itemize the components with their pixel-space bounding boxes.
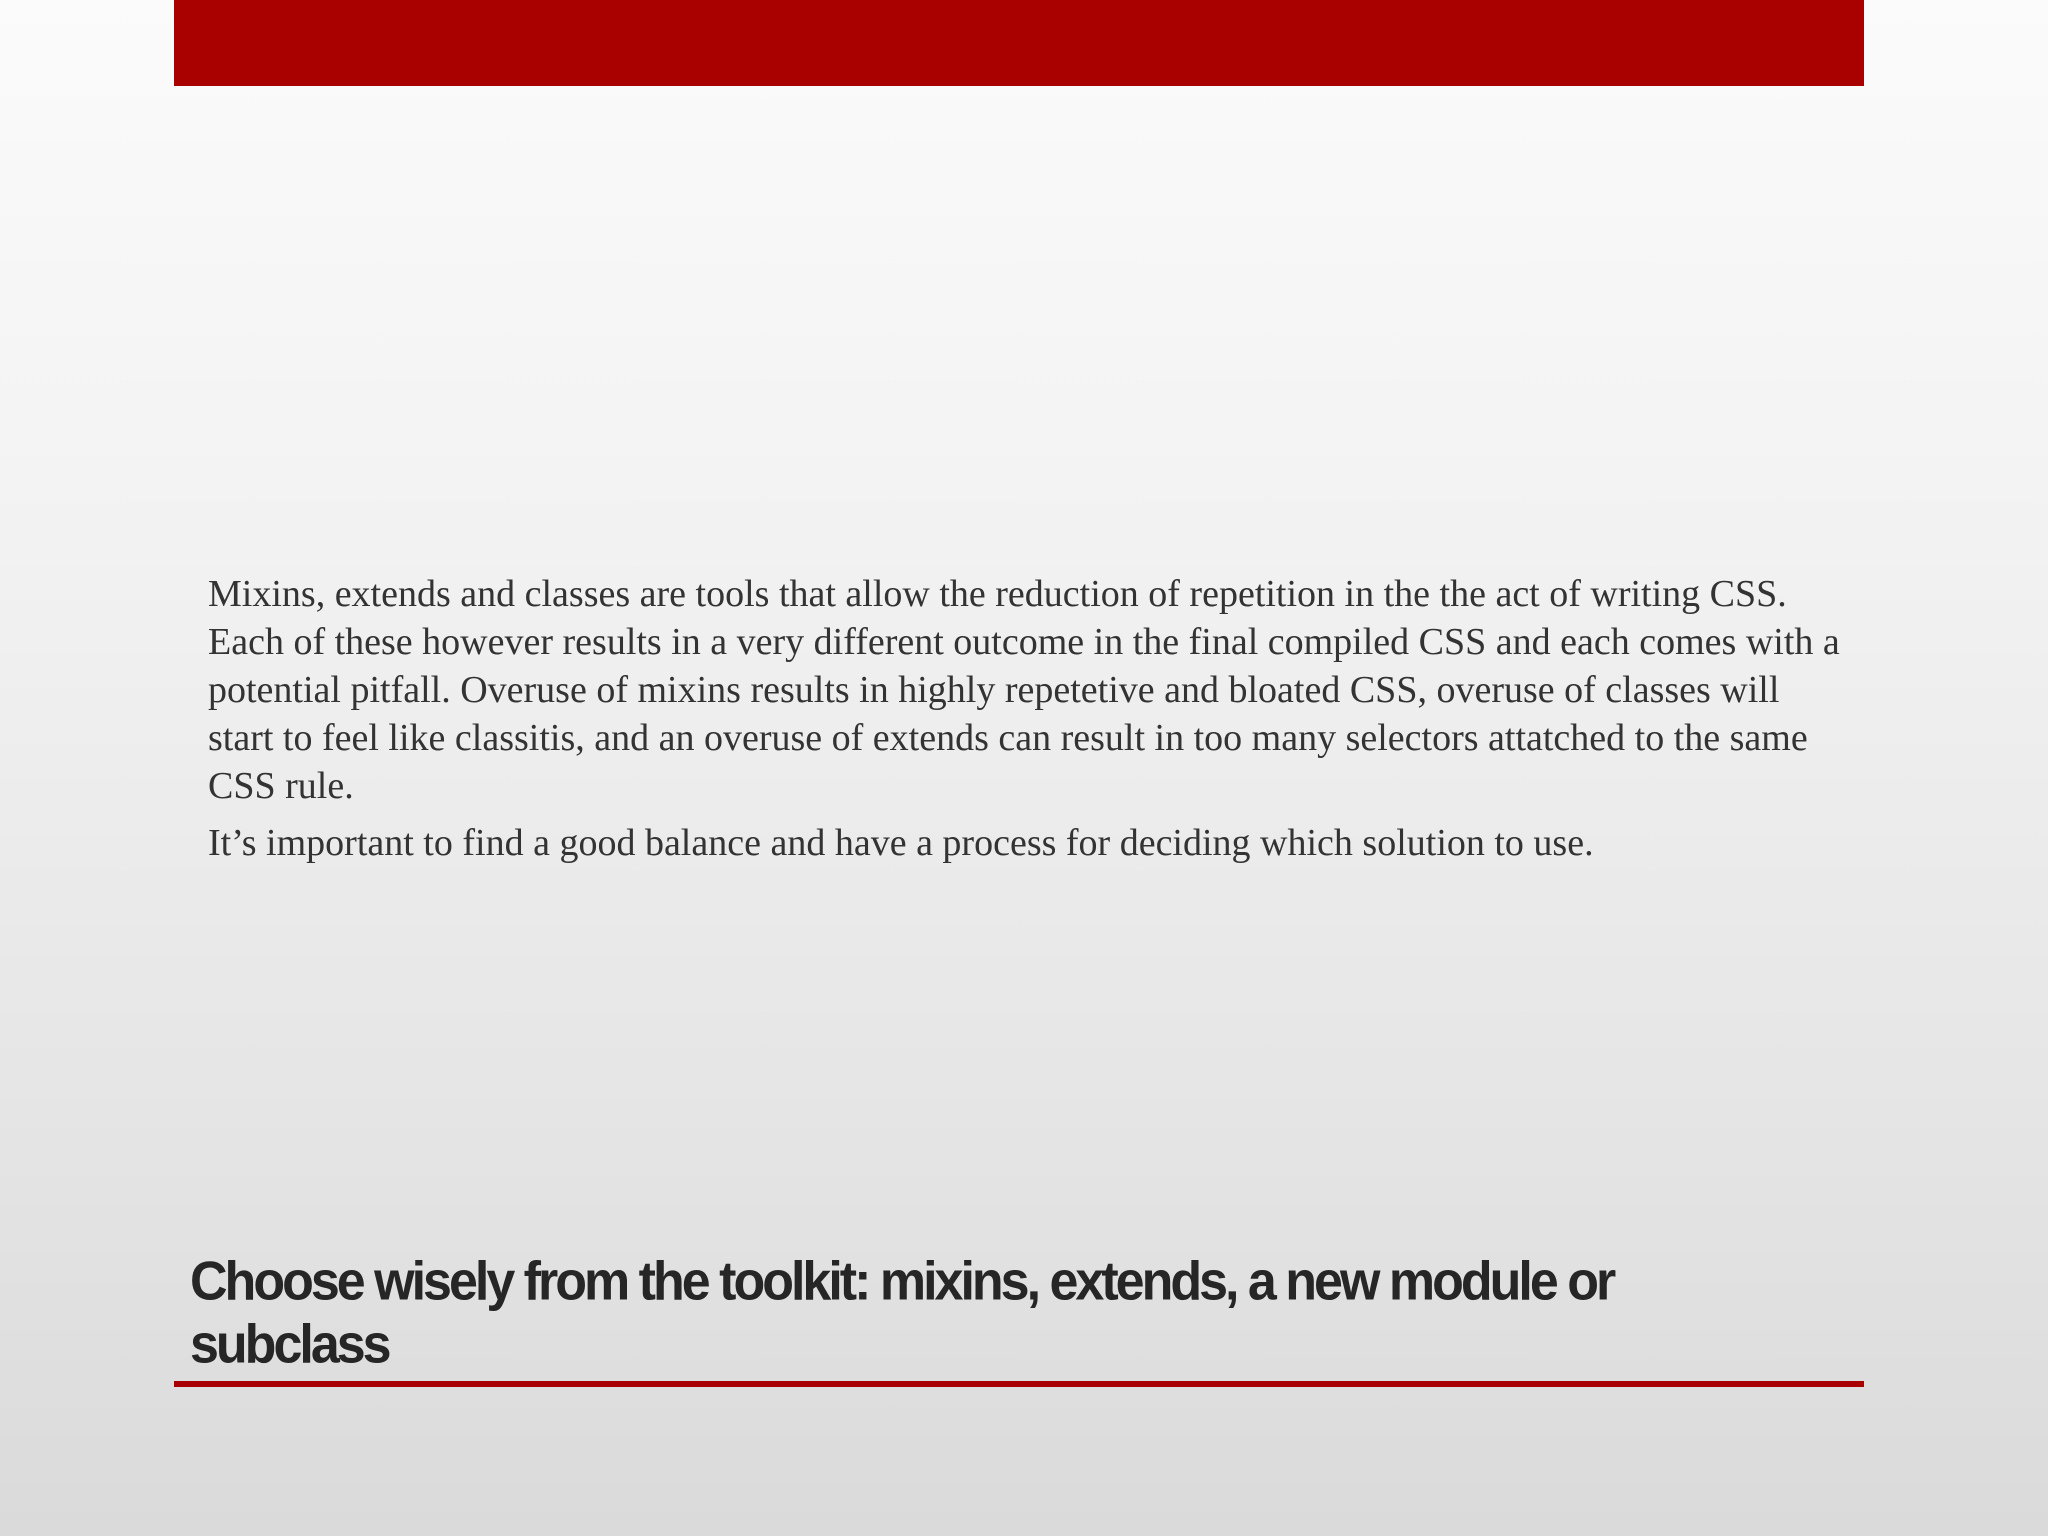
slide-body <box>208 570 1848 876</box>
body-paragraph-1: Mixins, extends and classes are tools that allow the reduction of repetition in the the act of writing CSS. Each of these however results in a very different outcome in the final compiled CSS and each comes with a potential pitfall. Overuse of mixins results in highly repetetive and bloated CSS, overuse of classes will start to feel like classitis, and an overuse of extends can result in too many selectors attatched to the same CSS rule. <box>208 573 1840 807</box>
title-underline <box>174 1381 1864 1387</box>
slide-title: Choose wisely from the toolkit: mixins, extends, a new module or subclass <box>190 1251 1614 1375</box>
top-accent-bar <box>174 0 1864 86</box>
body-paragraph-2: It’s important to find a good balance and have a process for deciding which solution to use. <box>208 822 1594 864</box>
